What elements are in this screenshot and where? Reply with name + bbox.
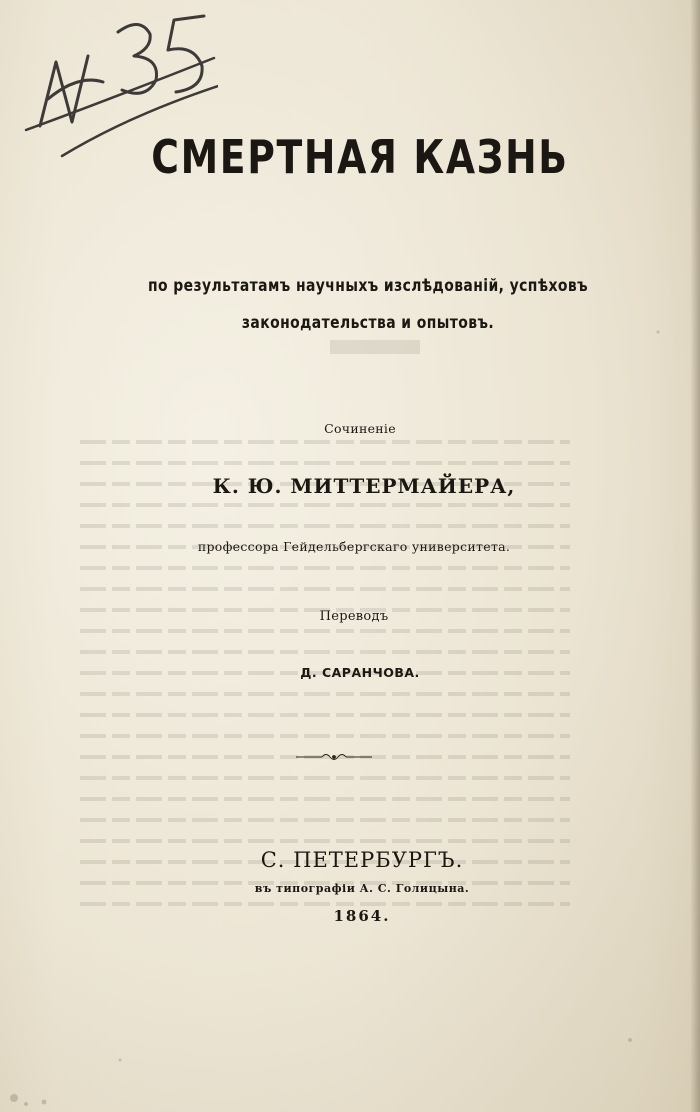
author-name: К. Ю. МИТТЕРМАЙЕРА, [212,474,516,498]
subtitle-line-2: законодательства и опытовъ. [241,313,495,333]
publication-year: 1864. [333,907,391,925]
author-position: профессора Гейдельбергскаго университета. [197,539,511,554]
page-edge-shadow [690,0,700,1112]
publication-city: С. ПЕТЕРБУРГЪ. [260,848,464,872]
bleed-through-heading [330,340,420,354]
works-label: Сочиненіе [324,421,396,436]
translator-name: Д. САРАНЧОВА. [300,665,420,680]
subtitle-line-1: по результатамъ научныхъ изслѣдованій, успѣховъ [147,276,589,296]
divider-ornament-icon [296,751,372,763]
book-title: СМЕРТНАЯ КАЗНЬ [151,130,569,184]
printer-line: въ типографіи А. С. Голицына. [254,882,470,895]
translation-label: Переводъ [319,609,389,624]
